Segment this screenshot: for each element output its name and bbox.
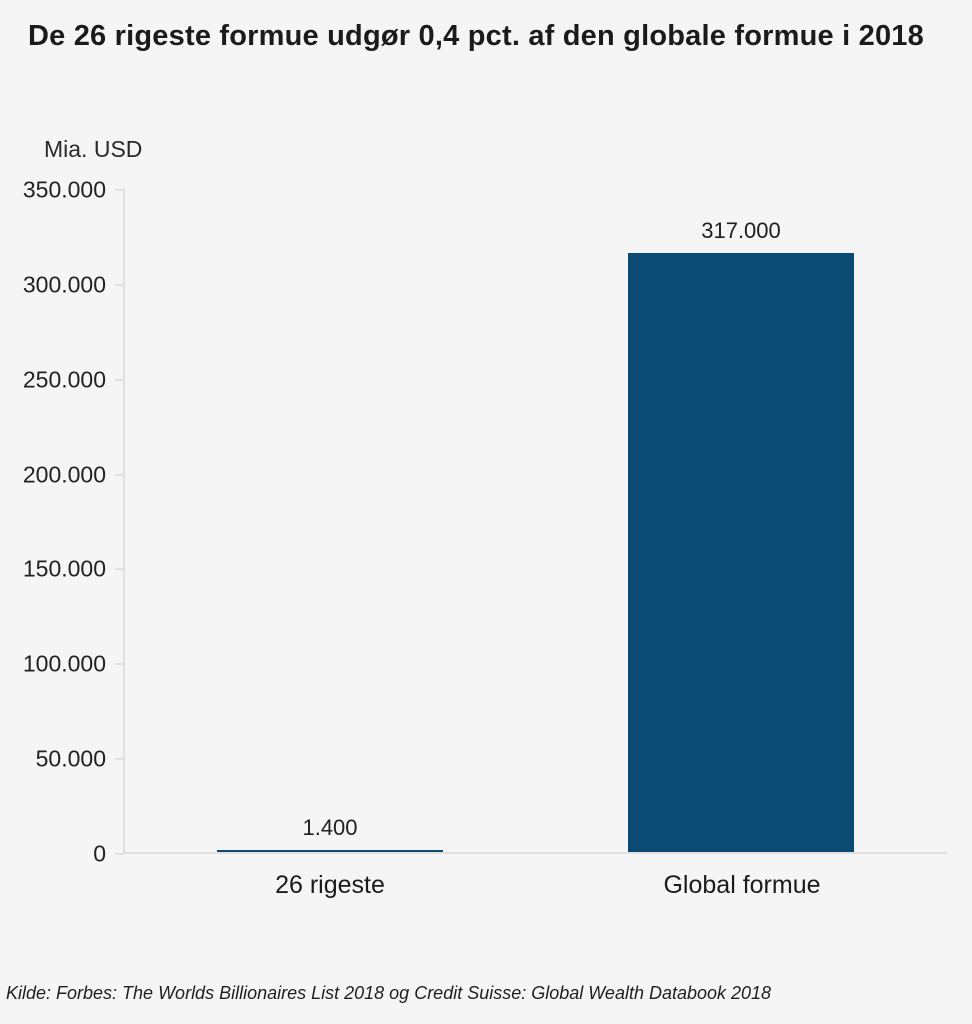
y-tick-label: 350.000	[22, 176, 106, 203]
y-tick-mark	[115, 474, 124, 476]
bar-value-label: 1.400	[302, 815, 358, 840]
y-tick-label: 300.000	[22, 271, 106, 298]
y-tick-label: 50.000	[35, 745, 106, 772]
category-label: Global formue	[663, 871, 821, 899]
y-axis-line	[123, 188, 125, 854]
y-tick-label: 200.000	[22, 461, 106, 488]
y-tick-mark	[115, 284, 124, 286]
bar-2	[628, 253, 854, 854]
bar-value-label: 317.000	[701, 218, 781, 243]
y-tick-label: 250.000	[22, 366, 106, 393]
category-label: 26 rigeste	[275, 871, 385, 899]
y-tick-label: 0	[93, 840, 106, 867]
source-citation: Kilde: Forbes: The Worlds Billionaires List 2018 og Credit Suisse: Global Wealth Databook 2018	[6, 983, 772, 1003]
y-tick-mark	[115, 189, 124, 191]
y-tick-label: 100.000	[22, 650, 106, 677]
y-tick-mark	[115, 663, 124, 665]
y-tick-mark	[115, 758, 124, 760]
chart-title: De 26 rigeste formue udgør 0,4 pct. af den globale formue i 2018	[28, 20, 924, 52]
y-axis-unit-label: Mia. USD	[44, 136, 143, 162]
y-tick-label: 150.000	[22, 555, 106, 582]
y-tick-mark	[115, 568, 124, 570]
y-tick-mark	[115, 379, 124, 381]
x-axis-baseline	[123, 852, 947, 854]
